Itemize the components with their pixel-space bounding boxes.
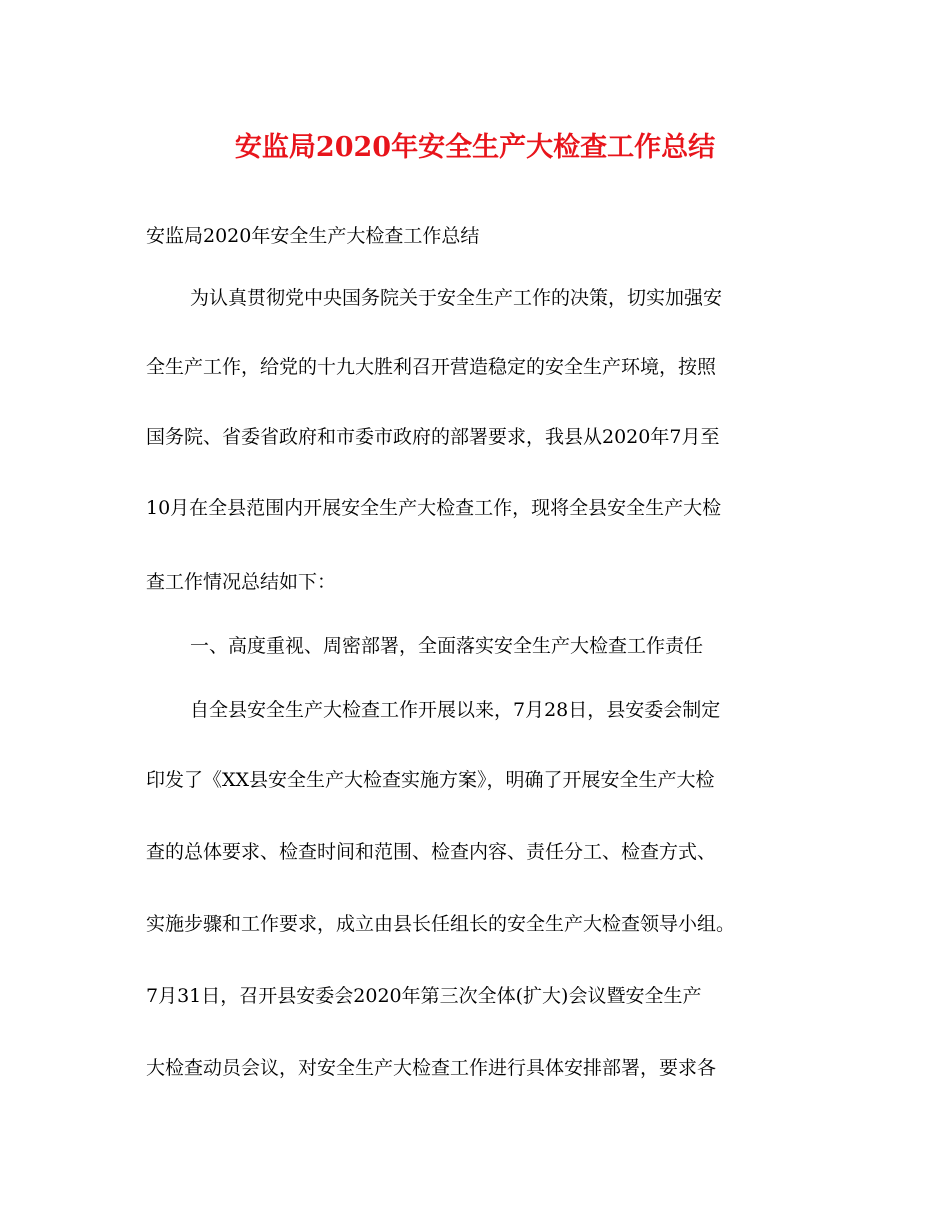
text-line: 实施步骤和工作要求，成立由县长任组长的安全生产大检查领导小组。	[146, 913, 736, 935]
text-line: 7月31日，召开县安委会2020年第三次全体(扩大)会议暨安全生产	[146, 985, 702, 1007]
text-line: 自全县安全生产大检查工作开展以来，7月28日，县安委会制定	[190, 699, 721, 721]
text-line: 10月在全县范围内开展安全生产大检查工作，现将全县安全生产大检	[146, 497, 722, 519]
text-line: 为认真贯彻党中央国务院关于安全生产工作的决策，切实加强安	[190, 287, 723, 309]
section-heading: 一、高度重视、周密部署，全面落实安全生产大检查工作责任	[190, 635, 704, 657]
text-line: 查工作情况总结如下：	[146, 571, 337, 593]
text-line: 大检查动员会议，对安全生产大检查工作进行具体安排部署，要求各	[146, 1057, 717, 1079]
text-line: 查的总体要求、检查时间和范围、检查内容、责任分工、检查方式、	[146, 841, 717, 863]
text-line: 印发了《XX县安全生产大检查实施方案》，明确了开展安全生产大检	[146, 769, 715, 791]
text-line: 全生产工作，给党的十九大胜利召开营造稳定的安全生产环境，按照	[146, 356, 717, 378]
text-line-subtitle: 安监局2020年安全生产大检查工作总结	[146, 225, 480, 247]
text-line: 国务院、省委省政府和市委市政府的部署要求，我县从2020年7月至	[146, 426, 720, 448]
document-title: 安监局2020年安全生产大检查工作总结	[234, 132, 716, 163]
